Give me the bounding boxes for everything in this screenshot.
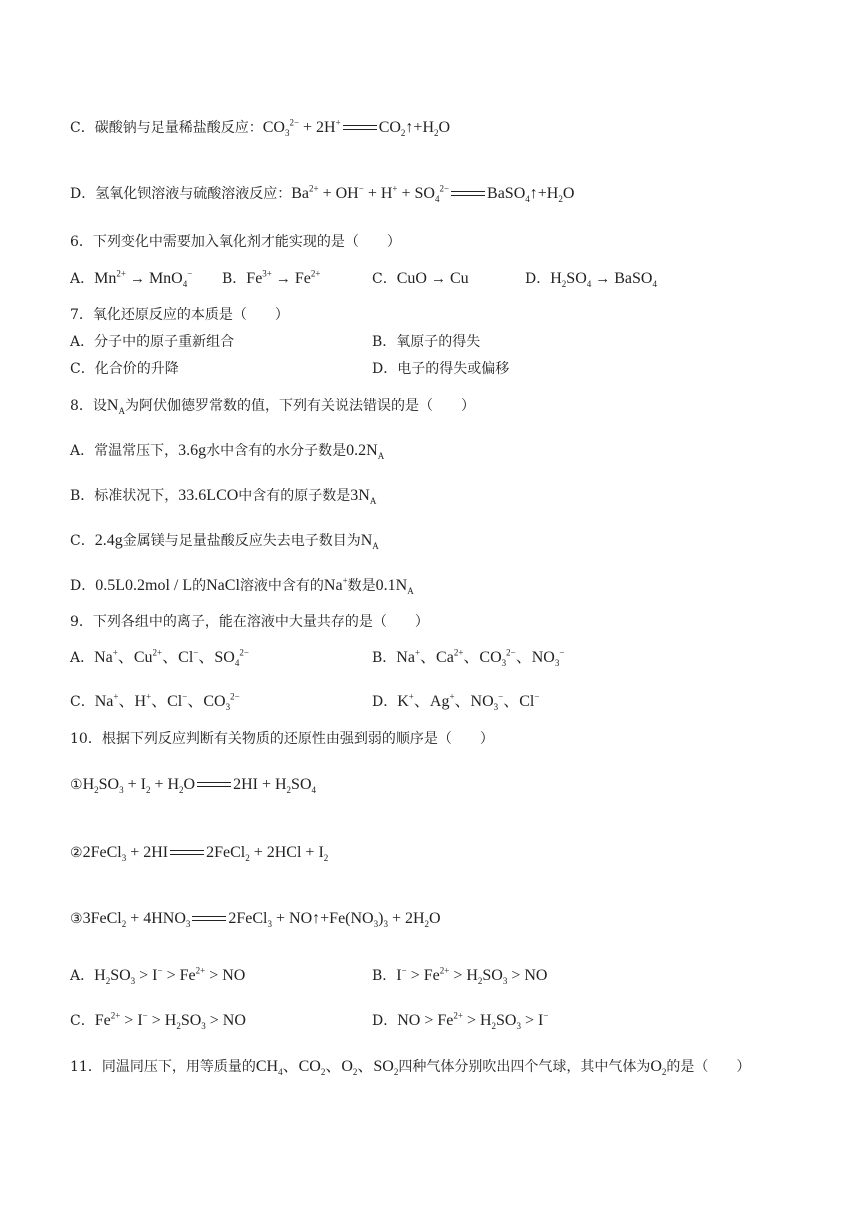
q10-reaction-1: $①H_2SO_3 + I_2 + H_2O$ $2HI + H_2SO_4$ xyxy=(70,776,316,796)
q9-option-d: D．K+、Ag+、$NO_3^-$、Cl− xyxy=(372,691,540,713)
q7-option-d: D．电子的得失或偏移 xyxy=(372,361,510,377)
q9-option-b: B．Na+、$Ca^{2+}$、$CO_3^{2-}$、$NO_3^-$ xyxy=(372,647,565,669)
q8-option-c: C．2.4g金属镁与足量盐酸反应失去电子数目为$N_A$ xyxy=(70,532,379,552)
q11-stem: 11．同温同压下，用等质量的$CH_4$、$CO_2$、$O_2$、$SO_2$四种气体分别吹出四个气球，其中气体为$O_2$的是（ ） xyxy=(70,1058,751,1078)
q5-option-d: D．氢氧化钡溶液与硫酸溶液反应：$Ba^{2+} + OH^- + H^+ + SO_4^{2-}$ $BaSO_4↑+H_2O$ xyxy=(70,183,575,205)
q10-option-c: C．$Fe^{2+} > I^- > H_2SO_3$ > NO xyxy=(70,1010,246,1032)
q6-stem: 6．下列变化中需要加入氧化剂才能实现的是（ ） xyxy=(70,234,401,250)
q8-option-b: B．标准状况下，33.6LCO中含有的原子数是$3N_A$ xyxy=(70,487,377,507)
q10-reaction-2: ②2FeCl$_3$ + 2HI 2FeCl$_2$ + $2HCl + I_2$ xyxy=(70,844,329,864)
q7-option-b: B．氧原子的得失 xyxy=(372,334,481,350)
q6-option-a: A．$Mn^{2+} \to MnO_4^-$ xyxy=(70,268,193,290)
q6-option-b: B．$Fe^{3+} \to Fe^{2+}$ xyxy=(222,268,321,287)
q9-option-a: A．Na+、$Cu^{2+}$、Cl−、$SO_4^{2-}$ xyxy=(70,647,249,669)
q5-option-c: C．碳酸钠与足量稀盐酸反应：$CO_3^{2-} + 2H^+$ $CO_2↑+H_2O$ xyxy=(70,117,451,139)
q10-option-b: B．$I^- > Fe^{2+} > H_2SO_3$ > NO xyxy=(372,965,548,987)
q6-option-c: C．CuO → Cu xyxy=(372,270,469,287)
q10-reaction-3: ③3FeCl$_2$ + $4HNO_3$ 2FeCl$_3$ + $NO↑+Fe(NO_3)_3 + 2H_2O$ xyxy=(70,910,441,930)
q8-stem: 8．设$N_A$为阿伏伽德罗常数的值，下列有关说法错误的是（ ） xyxy=(70,397,475,417)
q10-option-a: A．$H_2SO_3 > I^- > Fe^{2+}$ > NO xyxy=(70,965,246,987)
q8-option-d: D．0.5L0.2mol / L的NaCl溶液中含有的Na+数是$0.1N_A$ xyxy=(70,575,414,597)
q8-option-a: A．常温常压下，3.6g水中含有的水分子数是$0.2N_A$ xyxy=(70,442,385,462)
q7-option-c: C．化合价的升降 xyxy=(70,361,179,377)
q6-option-d: D．$H_2SO_4$ → BaSO$_4$ xyxy=(525,270,657,290)
q9-option-c: C．Na+、H+、Cl−、$CO_3^{2-}$ xyxy=(70,691,240,713)
q10-stem: 10．根据下列反应判断有关物质的还原性由强到弱的顺序是（ ） xyxy=(70,731,494,747)
q9-stem: 9．下列各组中的离子，能在溶液中大量共存的是（ ） xyxy=(70,614,429,630)
q7-option-a: A．分子中的原子重新组合 xyxy=(70,334,235,350)
q7-stem: 7．氧化还原反应的本质是（ ） xyxy=(70,307,289,323)
q10-option-d: D．NO > $Fe^{2+} > H_2SO_3 > I^-$ xyxy=(372,1010,549,1032)
